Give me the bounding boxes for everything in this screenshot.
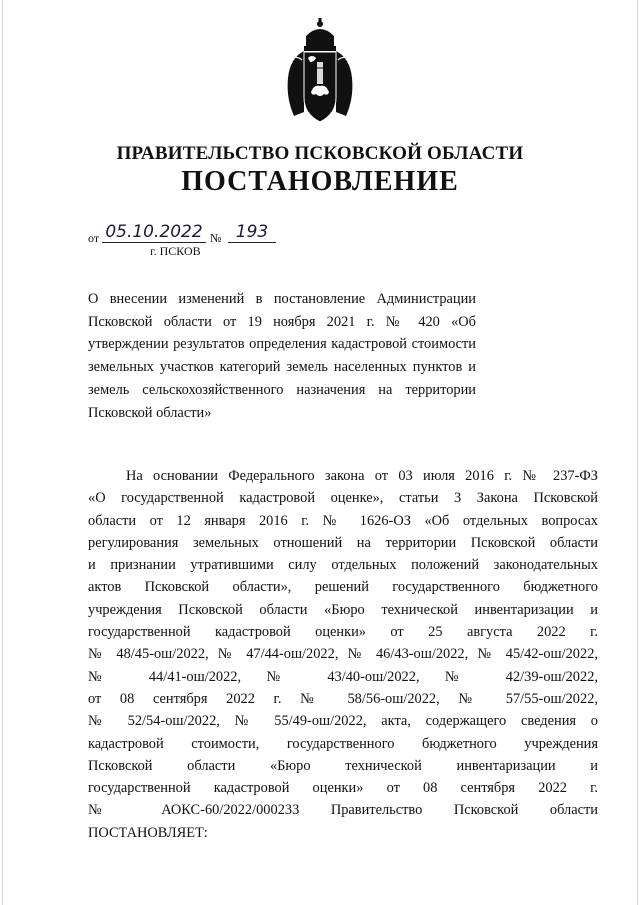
body-line: учреждения Псковской области «Бюро технической инвентаризации и (88, 601, 598, 618)
scan-edge-left (2, 0, 3, 905)
body-line: № АОКС-60/2022/000233 Правительство Псковской области (88, 802, 598, 819)
body-line: ПОСТАНОВЛЯЕТ: (88, 824, 208, 841)
body-line: На основании Федерального закона от 03 июля 2016 г. № 237-ФЗ (126, 468, 598, 484)
body-line: № 48/45-ош/2022, № 47/44-ош/2022, № 46/43-ош/2022, № 45/42-ош/2022, (88, 646, 598, 663)
number-handwritten: 193 (228, 222, 276, 243)
body-line: актов Псковской области», решений государственного бюджетного (88, 579, 598, 596)
date-prefix: от (88, 231, 100, 245)
pskov-coat-of-arms-icon (284, 18, 356, 126)
document-subject: О внесении изменений в постановление Администрации Псковской области от 19 ноября 2021 г. № 420 «Об утверждении результатов определения кадастровой стоимости земельных участков категорий земель населенных пунктов и земель сельскохозяйственного назначения на территории Псковской области» (88, 291, 476, 421)
organization-name: ПРАВИТЕЛЬСТВО ПСКОВСКОЙ ОБЛАСТИ (116, 143, 524, 164)
body-line: от 08 сентября 2022 г. № 58/56-ош/2022, № 57/55-ош/2022, (88, 690, 598, 707)
date-number-line (88, 224, 328, 246)
scan-edge-right (637, 0, 638, 905)
body-line: Псковской области «Бюро технической инвентаризации и (88, 757, 598, 774)
body-line: «О государственной кадастровой оценке», статьи 3 Закона Псковской (88, 490, 598, 507)
number-prefix: № (210, 231, 222, 245)
body-line: кадастровой стоимости, государственного бюджетного учреждения (88, 735, 598, 752)
body-line: области от 12 января 2016 г. № 1626-ОЗ «Об отдельных вопросах (88, 512, 598, 529)
date-handwritten: 05.10.2022 (102, 222, 206, 243)
body-line: № 44/41-ош/2022, № 43/40-ош/2022, № 42/39-ош/2022, (88, 668, 598, 685)
body-line: № 52/54-ош/2022, № 55/49-ош/2022, акта, содержащего сведения о (88, 713, 598, 730)
body-line: регулирования земельных отношений на территории Псковской области (88, 534, 598, 551)
city: г. ПСКОВ (150, 244, 201, 258)
body-line: государственной кадастровой оценки» от 08 сентября 2022 г. (88, 780, 598, 797)
document-type: ПОСТАНОВЛЕНИЕ (181, 166, 459, 197)
body-line: и признании утратившими силу отдельных положений законодательных (88, 557, 598, 574)
body-paragraph (88, 465, 598, 844)
body-line: государственной кадастровой оценки» от 25 августа 2022 г. (88, 624, 598, 641)
